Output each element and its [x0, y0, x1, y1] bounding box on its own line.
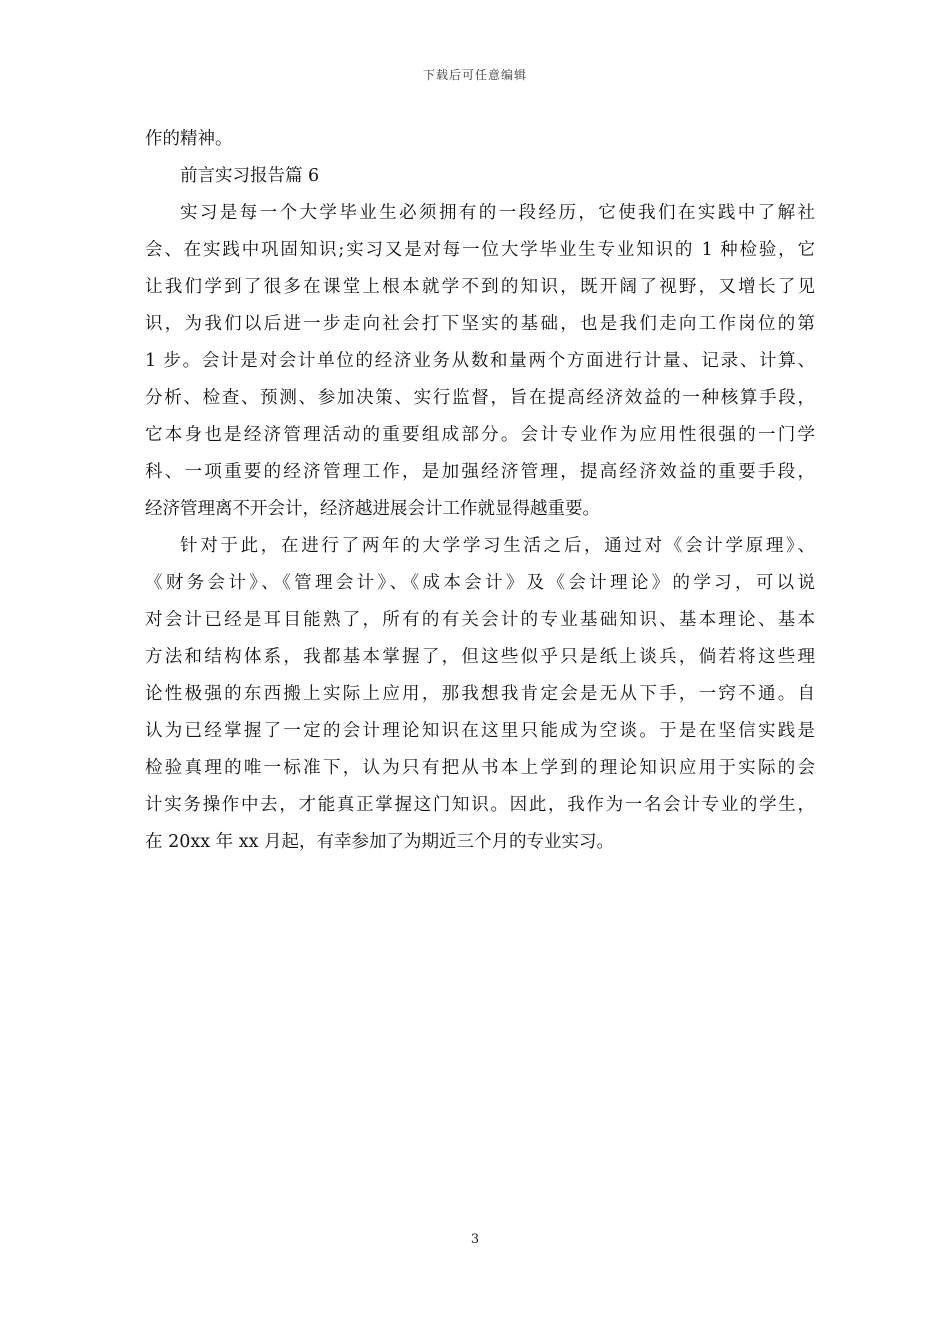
text-line: 识，为我们以后进一步走向社会打下坚实的基础，也是我们走向工作岗位的第 [145, 314, 815, 334]
text-line: 作的精神。 [145, 129, 233, 149]
section-heading: 前言实习报告篇 6 [180, 166, 320, 186]
page-header: 下载后可任意编辑 [422, 68, 527, 82]
text-line: 对会计已经是耳目能熟了，所有的有关会计的专业基础知识、基本理论、基本 [145, 610, 815, 630]
text-line: 检验真理的唯一标准下，认为只有把从书本上学到的理论知识应用于实际的会 [145, 758, 815, 778]
text-line: 它本身也是经济管理活动的重要组成部分。会计专业作为应用性很强的一门学 [145, 425, 815, 445]
text-line: 实习是每一个大学毕业生必须拥有的一段经历，它使我们在实践中了解社 [180, 203, 815, 223]
text-line: 针对于此，在进行了两年的大学学习生活之后，通过对《会计学原理》、 [180, 536, 815, 556]
text-line: 让我们学到了很多在课堂上根本就学不到的知识，既开阔了视野，又增长了见 [145, 277, 815, 297]
text-line: 方法和结构体系，我都基本掌握了，但这些似乎只是纸上谈兵，倘若将这些理 [145, 647, 815, 667]
page-number: 3 [470, 1232, 480, 1247]
text-line: 经济管理离不开会计，经济越进展会计工作就显得越重要。 [145, 499, 600, 519]
document-body [145, 121, 815, 861]
text-line: 科、一项重要的经济管理工作，是加强经济管理，提高经济效益的重要手段， [145, 462, 815, 482]
text-line: 会、在实践中巩固知识;实习又是对每一位大学毕业生专业知识的 1 种检验，它 [145, 240, 815, 260]
text-line: 计实务操作中去，才能真正掌握这门知识。因此，我作为一名会计专业的学生， [145, 795, 815, 815]
text-line: 1 步。会计是对会计单位的经济业务从数和量两个方面进行计量、记录、计算、 [145, 351, 815, 371]
text-line: 分析、检查、预测、参加决策、实行监督，旨在提高经济效益的一种核算手段， [145, 388, 815, 408]
text-line: 在 20xx 年 xx 月起，有幸参加了为期近三个月的专业实习。 [145, 832, 614, 852]
text-line: 论性极强的东西搬上实际上应用，那我想我肯定会是无从下手，一窍不通。自 [145, 684, 815, 704]
text-line: 《财务会计》、《管理会计》、《成本会计》及《会计理论》的学习，可以说 [145, 573, 815, 593]
text-line: 认为已经掌握了一定的会计理论知识在这里只能成为空谈。于是在坚信实践是 [145, 721, 815, 741]
